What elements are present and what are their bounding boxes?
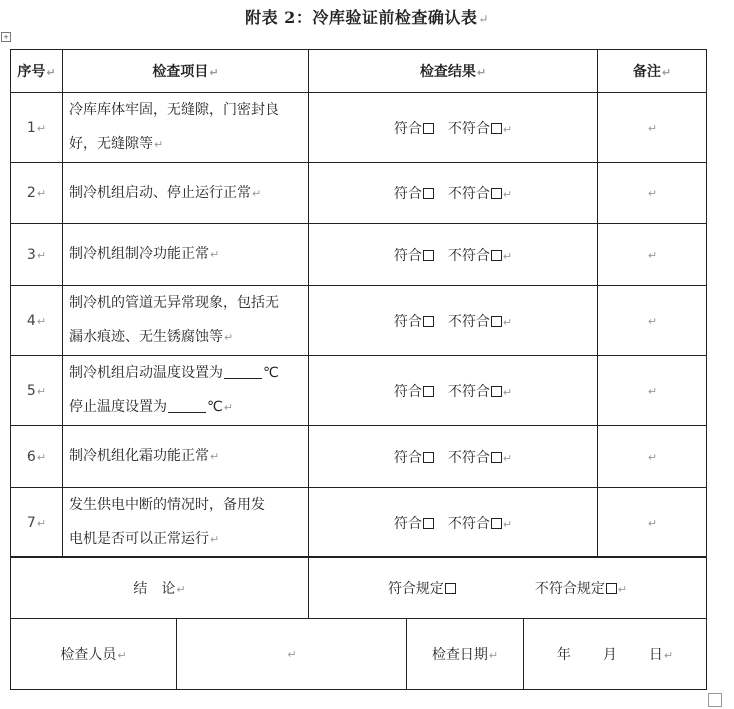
paragraph-mark-icon: ↵ xyxy=(154,138,164,151)
pass-checkbox[interactable] xyxy=(423,123,434,134)
paragraph-mark-icon: ↵ xyxy=(661,66,672,79)
conclusion-label: 结 论↵ xyxy=(11,557,309,619)
paragraph-mark-icon: ↵ xyxy=(502,122,513,136)
paragraph-mark-icon: ↵ xyxy=(36,187,47,200)
fail-label: 不符合 xyxy=(447,247,490,264)
conclusion-pass-label: 符合规定 xyxy=(387,580,444,597)
paragraph-mark-icon: ↵ xyxy=(36,314,47,328)
paragraph-mark-icon: ↵ xyxy=(476,66,487,79)
item-text: 漏水痕迹、无生锈腐蚀等 xyxy=(69,329,223,345)
inspector-label: 检查人员↵ xyxy=(11,619,177,690)
fail-label: 不符合 xyxy=(447,449,490,466)
table-row xyxy=(11,286,707,356)
paragraph-mark-icon: ↵ xyxy=(210,248,220,261)
pass-label: 符合 xyxy=(393,313,422,330)
inspector-field[interactable] xyxy=(177,619,407,690)
row-result xyxy=(309,426,598,488)
row-number: 6↵ xyxy=(11,426,63,488)
row-result xyxy=(309,488,598,558)
paragraph-mark-icon: ↵ xyxy=(210,533,220,546)
fail-checkbox[interactable] xyxy=(491,188,502,199)
row-number: 1↵ xyxy=(11,93,63,163)
row-item xyxy=(63,488,309,558)
fail-checkbox[interactable] xyxy=(491,518,502,529)
item-text: 电机是否可以正常运行 xyxy=(69,531,209,547)
row-result xyxy=(309,93,598,163)
pass-label: 符合 xyxy=(393,449,422,466)
fail-checkbox[interactable] xyxy=(491,250,502,261)
header-no: 序号↵ xyxy=(11,50,63,93)
pass-checkbox[interactable] xyxy=(423,518,434,529)
paragraph-mark-icon: ↵ xyxy=(647,384,658,398)
start-temp-blank[interactable] xyxy=(224,366,262,379)
header-result: 检查结果↵ xyxy=(309,50,598,93)
date-month: 月 xyxy=(602,647,617,663)
title-text: 附表 2：冷库验证前检查确认表 xyxy=(245,8,478,27)
row-item xyxy=(63,163,309,224)
paragraph-mark-icon: ↵ xyxy=(46,66,56,79)
pass-checkbox[interactable] xyxy=(423,188,434,199)
paragraph-mark-icon: ↵ xyxy=(488,649,499,662)
row-item xyxy=(63,426,309,488)
item-text: 发生供电中断的情况时，备用发 xyxy=(69,497,265,513)
paragraph-mark-icon: ↵ xyxy=(647,314,658,328)
item-text: 好，无缝隙等 xyxy=(69,136,153,152)
row-note[interactable] xyxy=(598,488,707,558)
row-note[interactable] xyxy=(598,163,707,224)
inspection-table xyxy=(10,49,707,558)
header-item: 检查项目↵ xyxy=(63,50,309,93)
row-note[interactable] xyxy=(598,93,707,163)
pass-checkbox[interactable] xyxy=(423,386,434,397)
paragraph-mark-icon: ↵ xyxy=(647,187,658,200)
row-number: 2↵ xyxy=(11,163,63,224)
row-item: 制冷机组启动温度设置为 ℃ 停止温度设置为 ℃↵ xyxy=(63,356,309,426)
table-row xyxy=(11,356,707,426)
paragraph-mark-icon: ↵ xyxy=(502,385,513,399)
table-row xyxy=(11,426,707,488)
conclusion-pass-checkbox[interactable] xyxy=(445,583,456,594)
paragraph-mark-icon: ↵ xyxy=(478,12,489,26)
table-move-handle-icon[interactable]: + xyxy=(1,32,11,42)
fail-label: 不符合 xyxy=(447,383,490,400)
item-text: 制冷机组化霜功能正常 xyxy=(69,448,209,464)
row-result xyxy=(309,224,598,286)
fail-label: 不符合 xyxy=(447,186,490,202)
conclusion-fail-label: 不符合规定 xyxy=(534,580,605,597)
paragraph-mark-icon: ↵ xyxy=(502,249,513,263)
row-item xyxy=(63,286,309,356)
row-number: 5↵ xyxy=(11,356,63,426)
paragraph-mark-icon: ↵ xyxy=(223,401,233,414)
paragraph-mark-icon: ↵ xyxy=(502,517,513,531)
item-text: 制冷机组制冷功能正常 xyxy=(69,246,209,262)
fail-checkbox[interactable] xyxy=(491,386,502,397)
paragraph-mark-icon: ↵ xyxy=(287,648,297,661)
row-result xyxy=(309,286,598,356)
table-header-row xyxy=(11,50,707,93)
item-text: 冷库库体牢固，无缝隙，门密封良 xyxy=(69,102,279,118)
paragraph-mark-icon: ↵ xyxy=(502,188,513,201)
paragraph-mark-icon: ↵ xyxy=(36,516,47,530)
table-row xyxy=(11,163,707,224)
paragraph-mark-icon: ↵ xyxy=(209,66,219,79)
date-day: 日 xyxy=(648,647,663,663)
paragraph-mark-icon: ↵ xyxy=(36,248,47,262)
paragraph-mark-icon: ↵ xyxy=(224,331,234,344)
conclusion-options xyxy=(309,557,707,619)
item-text: 制冷机组启动、停止运行正常 xyxy=(69,184,251,201)
item-text: 制冷机的管道无异常现象，包括无 xyxy=(69,295,279,311)
conclusion-fail-checkbox[interactable] xyxy=(606,583,617,594)
fail-label: 不符合 xyxy=(447,515,490,532)
pass-checkbox[interactable] xyxy=(423,452,434,463)
pass-checkbox[interactable] xyxy=(423,316,434,327)
fail-checkbox[interactable] xyxy=(491,316,502,327)
paragraph-mark-icon: ↵ xyxy=(117,649,127,662)
row-number: 3↵ xyxy=(11,224,63,286)
paragraph-mark-icon: ↵ xyxy=(176,582,186,596)
row-item xyxy=(63,93,309,163)
row-number: 4↵ xyxy=(11,286,63,356)
paragraph-mark-icon: ↵ xyxy=(210,450,220,463)
paragraph-mark-icon: ↵ xyxy=(36,384,47,398)
pass-label: 符合 xyxy=(393,120,422,137)
paragraph-mark-icon: ↵ xyxy=(647,248,658,262)
pass-label: 符合 xyxy=(393,383,422,400)
row-number: 7↵ xyxy=(11,488,63,558)
paragraph-mark-icon: ↵ xyxy=(252,186,262,200)
row-note[interactable] xyxy=(598,224,707,286)
table-row xyxy=(11,488,707,558)
signature-row xyxy=(10,618,707,690)
pass-checkbox[interactable] xyxy=(423,250,434,261)
header-note: 备注↵ xyxy=(598,50,707,93)
paragraph-mark-icon: ↵ xyxy=(36,450,47,464)
table-resize-handle-icon[interactable] xyxy=(708,693,722,707)
row-result xyxy=(309,163,598,224)
row-note[interactable] xyxy=(598,426,707,488)
conclusion-row xyxy=(10,556,707,619)
paragraph-mark-icon: ↵ xyxy=(647,450,658,464)
fail-checkbox[interactable] xyxy=(491,123,502,134)
row-note[interactable] xyxy=(598,286,707,356)
table-row xyxy=(11,224,707,286)
fail-checkbox[interactable] xyxy=(491,452,502,463)
paragraph-mark-icon: ↵ xyxy=(36,121,47,135)
pass-label: 符合 xyxy=(393,247,422,264)
date-year: 年 xyxy=(556,647,571,663)
date-label: 检查日期↵ xyxy=(407,619,524,690)
fail-label: 不符合 xyxy=(447,313,490,330)
fail-label: 不符合 xyxy=(447,120,490,137)
paragraph-mark-icon: ↵ xyxy=(647,516,658,530)
paragraph-mark-icon: ↵ xyxy=(647,121,658,135)
pass-label: 符合 xyxy=(393,515,422,532)
row-result xyxy=(309,356,598,426)
row-item xyxy=(63,224,309,286)
date-field[interactable] xyxy=(524,619,707,690)
document-title xyxy=(0,5,734,28)
paragraph-mark-icon: ↵ xyxy=(502,451,513,465)
paragraph-mark-icon: ↵ xyxy=(502,315,513,329)
table-row xyxy=(11,93,707,163)
paragraph-mark-icon: ↵ xyxy=(663,649,674,662)
stop-temp-blank[interactable] xyxy=(168,400,206,413)
paragraph-mark-icon: ↵ xyxy=(617,582,628,596)
row-note[interactable] xyxy=(598,356,707,426)
pass-label: 符合 xyxy=(393,186,422,202)
